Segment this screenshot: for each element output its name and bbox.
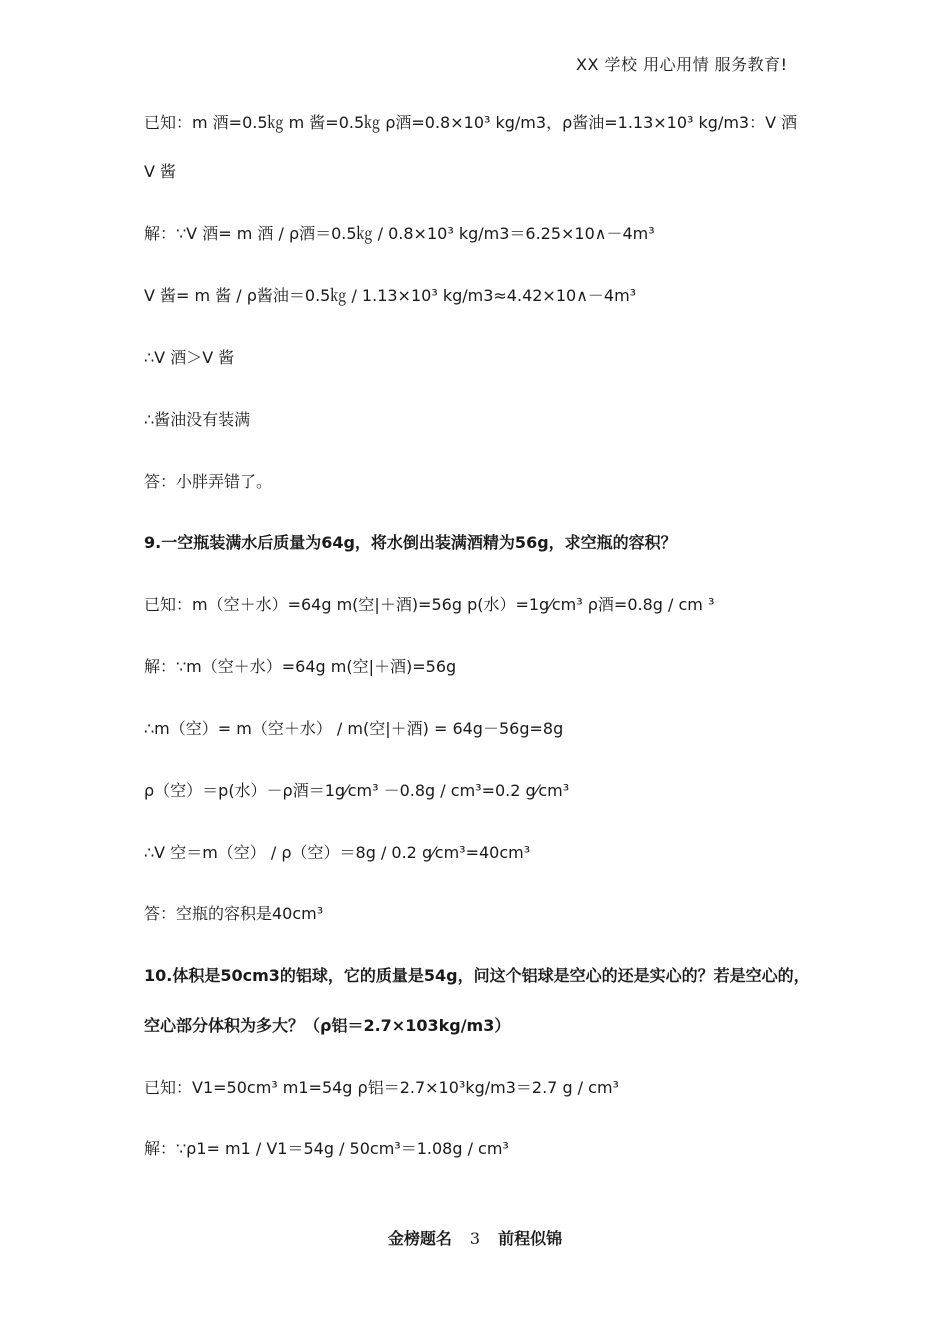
text-line: 已知：m（空＋水）=64g m(空|＋酒)=56g p(水）=1g⁄cm³ ρ酒=0.8g / cm ³ — [144, 595, 715, 614]
question-heading: 10.体积是50cm3的铝球，它的质量是54g，问这个铝球是空心的还是实心的？若是空心的， — [144, 966, 810, 985]
text-line: 答：小胖弄错了。 — [144, 472, 273, 491]
footer-motto-right: 前程似锦 — [498, 1229, 563, 1248]
text-line: ∴酱油没有装满 — [144, 410, 251, 429]
page-header: XX 学校 用心用情 服务教育! — [576, 55, 788, 74]
question-heading: 空心部分体积为多大？（ρ铝＝2.7×103kg/m3） — [144, 1016, 511, 1035]
text-line: V 酱= m 酱 / ρ酱油＝0.5㎏ / 1.13×10³ kg/m3≈4.42×10∧－4m³ — [144, 286, 637, 305]
text-line: 已知：V1=50cm³ m1=54g ρ铝＝2.7×10³kg/m3＝2.7 g / cm³ — [144, 1078, 619, 1097]
text-line: V 酱 — [144, 162, 177, 181]
text-line: 解：∵V 酒= m 酒 / ρ酒＝0.5㎏ / 0.8×10³ kg/m3＝6.25×10∧－4m³ — [144, 224, 655, 243]
text-line: ∴V 酒＞V 酱 — [144, 348, 235, 367]
footer-motto-left: 金榜题名 — [387, 1229, 452, 1248]
text-line: 解：∵ρ1= m1 / V1＝54g / 50cm³＝1.08g / cm³ — [144, 1139, 509, 1158]
text-line: 答：空瓶的容积是40cm³ — [144, 904, 324, 923]
text-line: ρ（空）＝p(水）－ρ酒＝1g⁄cm³ －0.8g / cm³=0.2 g⁄cm³ — [144, 781, 570, 800]
page-footer — [0, 1226, 950, 1249]
text-line: 解：∵m（空＋水）=64g m(空|＋酒)=56g — [144, 657, 457, 676]
text-line: 已知：m 酒=0.5㎏ m 酱=0.5㎏ ρ酒=0.8×10³ kg/m3，ρ酱油=1.13×10³ kg/m3：V 酒 — [144, 113, 798, 132]
page-number: 3 — [469, 1229, 481, 1248]
question-heading: 9.一空瓶装满水后质量为64g，将水倒出装满酒精为56g，求空瓶的容积？ — [144, 533, 677, 552]
text-line: ∴m（空）= m（空＋水） / m(空|＋酒) = 64g－56g=8g — [144, 719, 564, 738]
text-line: ∴V 空＝m（空） / ρ（空）＝8g / 0.2 g⁄cm³=40cm³ — [144, 843, 531, 862]
